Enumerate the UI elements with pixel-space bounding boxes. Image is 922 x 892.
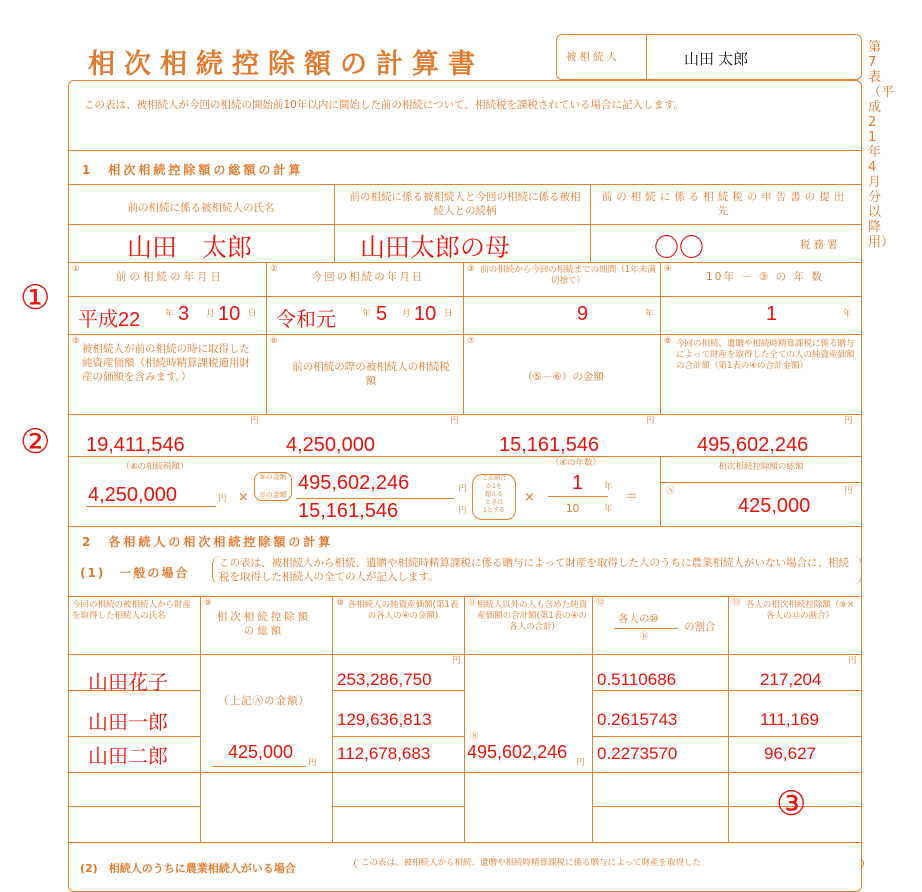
formula-yen-3: 円 bbox=[458, 506, 467, 516]
c1-year-unit: 年 bbox=[165, 309, 174, 319]
formula-denominator: 15,161,546 bbox=[298, 500, 399, 522]
total-9: 425,000 bbox=[228, 742, 294, 762]
c1-month-unit: 月 bbox=[206, 309, 215, 319]
c1-day-unit: 日 bbox=[248, 309, 257, 319]
col-12c: の割合 bbox=[684, 621, 716, 633]
formula-tax: 4,250,000 bbox=[88, 484, 177, 506]
col-10-yen: 円 bbox=[452, 656, 461, 666]
total-9-yen: 円 bbox=[308, 758, 317, 768]
prev-name-header: 前の相続に係る被相続人の氏名 bbox=[127, 202, 275, 214]
col-name-header: 今回の相続の被相続人から財産を取得した相続人の氏名 bbox=[72, 600, 192, 621]
total-value: 425,000 bbox=[738, 495, 811, 517]
formula-year-unit-1: 年 bbox=[604, 482, 613, 492]
section1-heading: 1 相次相続控除額の総額の計算 bbox=[82, 163, 304, 177]
c8-header: 今回の相続、遺贈や相続時精算課税に係る贈与によって財産を取得した全ての人の純資産価額の合計額（第1表の④の合計金額） bbox=[676, 339, 855, 371]
page-title: 相次相続控除額の計算書 bbox=[88, 49, 484, 80]
office-suffix: 税務署 bbox=[800, 239, 841, 251]
c4-year-unit: 年 bbox=[843, 309, 852, 319]
c8-yen: 円 bbox=[844, 416, 853, 426]
total-yen: 円 bbox=[844, 486, 853, 496]
c3-year-unit: 年 bbox=[645, 309, 654, 319]
c5-yen: 円 bbox=[250, 416, 259, 426]
c2-month-unit: 月 bbox=[402, 309, 411, 319]
form-side-label: 第7表（平成21年4月分以降用） bbox=[868, 40, 895, 250]
c5-value: 19,411,546 bbox=[86, 434, 185, 456]
c2-era: 令和元 bbox=[276, 309, 336, 331]
col-13-header: 各人の相次相続控除額（⑨×各人の⑫の割合） bbox=[745, 600, 855, 621]
c1-month: 3 bbox=[178, 303, 190, 325]
c6-value: 4,250,000 bbox=[286, 434, 375, 456]
c7-value: 15,161,546 bbox=[499, 434, 600, 456]
c7-yen: 円 bbox=[646, 416, 655, 426]
c4-header: 10年 － ③ の 年 数 bbox=[706, 271, 824, 283]
total-circle-a: Ⓐ bbox=[666, 486, 675, 496]
decedent-label: 被相続人 bbox=[566, 51, 620, 63]
c1-era: 平成22 bbox=[78, 309, 141, 331]
total-11-yen: 円 bbox=[576, 758, 585, 768]
formula-ten: 10 bbox=[566, 503, 580, 515]
row-deduction: 96,627 bbox=[764, 744, 816, 763]
c4-value: 1 bbox=[766, 303, 778, 325]
section2-heading: 2 各相続人の相次相続控除額の計算 bbox=[82, 535, 334, 549]
c1-header: 前の相続の年月日 bbox=[116, 271, 224, 283]
col-13-yen: 円 bbox=[848, 656, 857, 666]
c3-header: 前の相続から今回の相続までの期間（1年未満切捨て） bbox=[480, 265, 656, 286]
formula-year-unit-2: 年 bbox=[604, 504, 613, 514]
c8-value: 495,602,246 bbox=[697, 434, 809, 456]
row-assets: 112,678,683 bbox=[337, 744, 431, 763]
c2-day: 10 bbox=[414, 303, 437, 325]
sub2-note: この表は、被相続人から相続、遺贈や相続時精算課税に係る贈与によって財産を取得した bbox=[354, 858, 864, 869]
row-ratio: 0.2273570 bbox=[597, 744, 678, 763]
row-assets: 253,286,750 bbox=[337, 670, 432, 689]
c6-yen: 円 bbox=[450, 416, 459, 426]
c2-year-unit: 年 bbox=[362, 309, 371, 319]
col-11-header: 相続人以外の人も含めた純資産価額の合計額(第1表の④の各人の合計) bbox=[476, 600, 588, 632]
col-9-header: 相次相続控除額の総額 bbox=[216, 611, 312, 637]
formula-years-label: （④の年数） bbox=[550, 458, 602, 468]
row-name: 山田二郎 bbox=[88, 746, 168, 768]
row-name: 山田一郎 bbox=[88, 712, 168, 734]
formula-yen-1: 円 bbox=[218, 494, 227, 504]
c2-month: 5 bbox=[376, 303, 388, 325]
c2-day-unit: 日 bbox=[444, 309, 453, 319]
decedent-name: 山田 太郎 bbox=[684, 51, 749, 68]
col-12a: 各人の⑩ bbox=[618, 613, 659, 625]
formula-years: 1 bbox=[572, 472, 584, 494]
marker-3: ③ bbox=[776, 784, 807, 824]
row-name: 山田花子 bbox=[88, 672, 168, 694]
c7-header: （⑤－⑥）の金額 bbox=[522, 371, 604, 383]
c1-day: 10 bbox=[218, 303, 241, 325]
marker-1: ① bbox=[20, 278, 51, 318]
upper-a-label: （上記Ⓐの金額） bbox=[218, 695, 310, 707]
row-ratio: 0.2615743 bbox=[597, 710, 678, 729]
c5-header: 被相続人が前の相続の時に取得した純資産価額（相続時精算課税適用財産の価額を含みます。） bbox=[82, 343, 250, 383]
office-header: 前の相続に係る相続税の申告書の提出先 bbox=[601, 191, 849, 217]
relation-header: 前の相続に係る被相続人と今回の相続に係る被相続人との続柄 bbox=[349, 191, 581, 217]
row-deduction: 217,204 bbox=[760, 670, 822, 689]
formula-numerator: 495,602,246 bbox=[298, 472, 410, 494]
total-11: 495,602,246 bbox=[467, 742, 568, 762]
prev-decedent-name: 山田 太郎 bbox=[127, 234, 253, 262]
formula-yen-2: 円 bbox=[458, 484, 467, 494]
sub1-label: (1) 一般の場合 bbox=[80, 566, 190, 580]
c6-header: 前の相続の際の被相続人の相続税額 bbox=[292, 361, 450, 387]
intro-text: この表は、被相続人が今回の相続の開始前10年以内に開始した前の相続について、相続税を課税されている場合に記入します。 bbox=[84, 99, 685, 111]
marker-2: ② bbox=[20, 422, 51, 462]
col-10-header: 各相続人の純資産価額(第1表の各人の④の金額) bbox=[347, 600, 459, 621]
row-ratio: 0.5110686 bbox=[597, 670, 677, 689]
row-deduction: 111,169 bbox=[760, 710, 819, 729]
total-label: 相次相続控除額の総額 bbox=[718, 462, 804, 472]
col-12b: Ⓑ bbox=[640, 632, 649, 642]
sub1-note: この表は、被相続人から相続、遺贈や相続時精算課税に係る贈与によって財産を取得した人のうちに農業相続人がいない場合に、相続税を取得した相続人の全ての人が記入します。 bbox=[212, 556, 862, 584]
c3-value: 9 bbox=[577, 303, 589, 325]
formula-label-6: （⑥の相続税額） bbox=[121, 462, 189, 472]
row-assets: 129,636,813 bbox=[337, 710, 432, 729]
office-value: 〇〇 bbox=[654, 234, 705, 262]
relation-value: 山田太郎の母 bbox=[360, 234, 511, 262]
c2-header: 今回の相続の年月日 bbox=[311, 271, 425, 283]
sub2-label: (2) 相続人のうちに農業相続人がいる場合 bbox=[80, 862, 296, 875]
